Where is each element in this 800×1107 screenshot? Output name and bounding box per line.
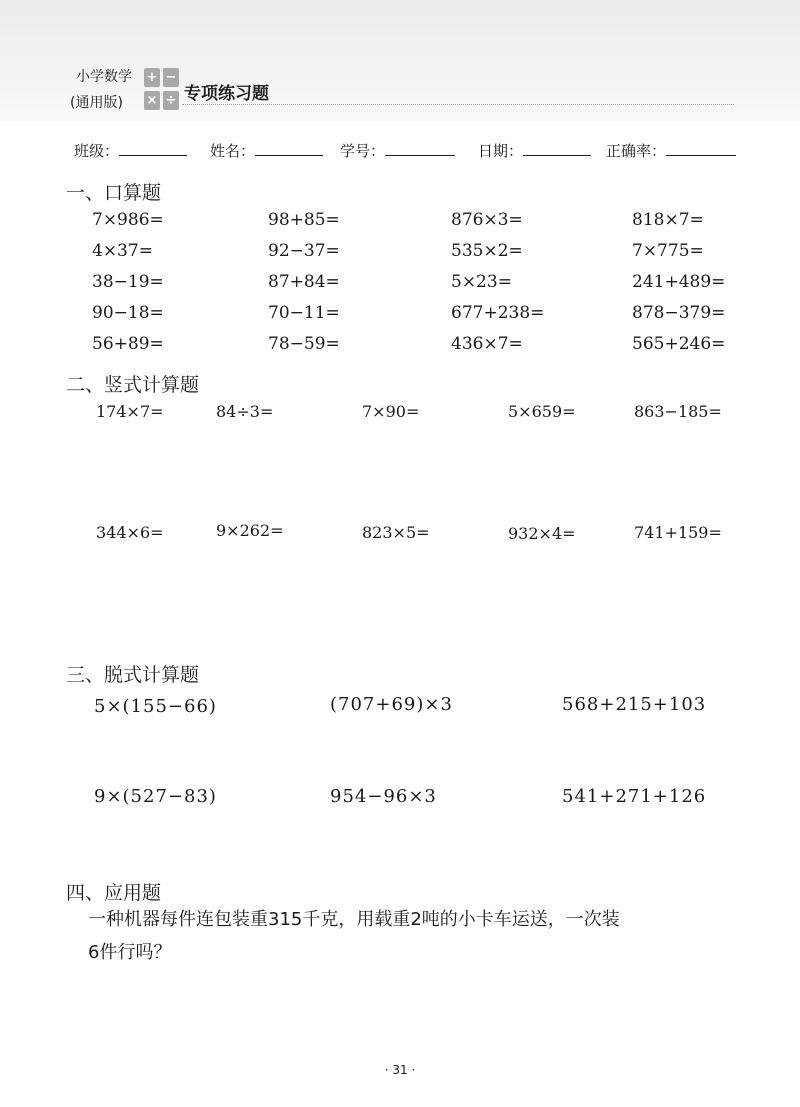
operator-icon-grid: [144, 68, 180, 112]
header-divider: [182, 104, 734, 105]
vertical-item: 863−185=: [634, 402, 722, 421]
vertical-item: 344×6=: [96, 523, 164, 542]
vertical-item: 741+159=: [634, 523, 722, 542]
student-id-label: 学号：: [340, 142, 386, 160]
section-vertical-title: 二、竖式计算题: [66, 374, 200, 396]
student-info-row: [0, 140, 800, 162]
word-problem-line-2: 6件行吗？: [88, 942, 172, 963]
vertical-item: 174×7=: [96, 402, 164, 421]
oral-item: 38−19=: [92, 272, 164, 292]
name-label: 姓名：: [210, 142, 256, 160]
oral-item: 87+84=: [268, 272, 340, 292]
oral-item: 90−18=: [92, 303, 164, 323]
oral-item: 535×2=: [451, 241, 523, 261]
vertical-item: 5×659=: [508, 402, 576, 421]
brand-title: 小学数学: [76, 69, 132, 85]
name-field[interactable]: [210, 140, 323, 161]
date-blank[interactable]: [523, 141, 591, 156]
oral-item: 436×7=: [451, 334, 523, 354]
series-title: 专项练习题: [184, 84, 269, 104]
divide-icon: ÷: [163, 91, 179, 110]
accuracy-field[interactable]: [606, 140, 736, 161]
date-field[interactable]: [478, 140, 591, 161]
accuracy-blank[interactable]: [666, 141, 736, 156]
vertical-item: 7×90=: [362, 402, 420, 421]
brand-edition: (通用版): [70, 95, 123, 111]
stepwise-item: 9×(527−83): [94, 786, 217, 807]
section-word-title: 四、应用题: [66, 882, 162, 904]
stepwise-item: (707+69)×3: [330, 694, 453, 715]
oral-item: 92−37=: [268, 241, 340, 261]
oral-item: 241+489=: [632, 272, 726, 292]
oral-item: 7×775=: [632, 241, 704, 261]
class-blank[interactable]: [119, 141, 187, 156]
vertical-item: 823×5=: [362, 523, 430, 542]
student-id-blank[interactable]: [385, 141, 455, 156]
vertical-item: 84÷3=: [216, 402, 274, 421]
plus-icon: +: [144, 68, 160, 87]
stepwise-item: 954−96×3: [330, 786, 437, 807]
oral-item: 878−379=: [632, 303, 726, 323]
vertical-item: 9×262=: [216, 521, 284, 540]
date-label: 日期：: [478, 142, 524, 160]
word-problem-line-1: 一种机器每件连包装重315千克，用载重2吨的小卡车运送，一次装: [88, 909, 620, 930]
stepwise-item: 5×(155−66): [94, 696, 217, 717]
section-stepwise-title: 三、脱式计算题: [66, 664, 200, 686]
multiply-icon: ×: [144, 91, 160, 110]
oral-item: 876×3=: [451, 210, 523, 230]
oral-item: 70−11=: [268, 303, 340, 323]
oral-item: 7×986=: [92, 210, 164, 230]
stepwise-item: 541+271+126: [562, 786, 707, 807]
oral-item: 818×7=: [632, 210, 704, 230]
student-id-field[interactable]: [340, 140, 455, 161]
minus-icon: −: [163, 68, 179, 87]
class-label: 班级：: [74, 142, 120, 160]
class-field[interactable]: [74, 140, 187, 161]
oral-item: 78−59=: [268, 334, 340, 354]
stepwise-item: 568+215+103: [562, 694, 707, 715]
vertical-item: 932×4=: [508, 524, 576, 543]
oral-item: 565+246=: [632, 334, 726, 354]
name-blank[interactable]: [255, 141, 323, 156]
oral-item: 4×37=: [92, 241, 153, 261]
oral-item: 98+85=: [268, 210, 340, 230]
accuracy-label: 正确率：: [606, 142, 667, 160]
oral-item: 5×23=: [451, 272, 512, 292]
oral-item: 677+238=: [451, 303, 545, 323]
oral-item: 56+89=: [92, 334, 164, 354]
section-oral-title: 一、口算题: [66, 182, 162, 204]
page-number: · 31 ·: [384, 1063, 416, 1077]
